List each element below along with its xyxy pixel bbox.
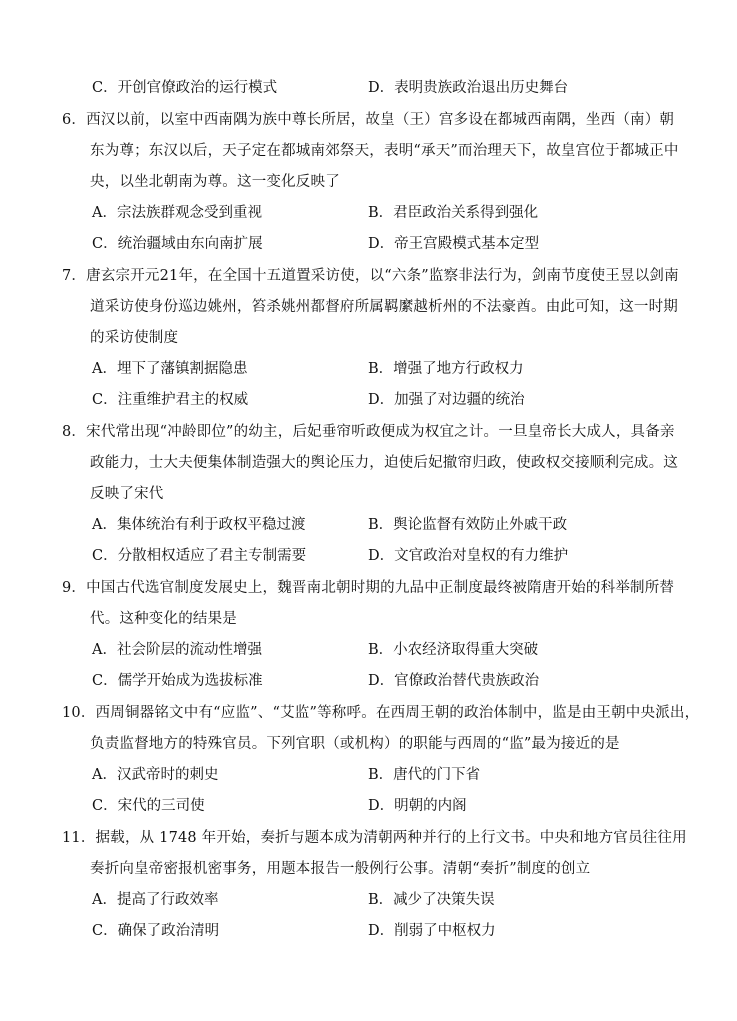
q9-option-d: D．官僚政治替代贵族政治 [368,673,540,689]
q5-option-d: D．表明贵族政治退出历史舞台 [368,80,569,96]
q11-option-c: C．确保了政治清明 [92,923,220,939]
q6-stem-line-1: 6．西汉以前，以室中西南隅为族中尊长所居，故皇（王）宫多设在都城西南隅，坐西（南）朝 [62,112,675,128]
q8-option-a: A．集体统治有利于政权平稳过渡 [92,517,306,533]
q9-option-a: A．社会阶层的流动性增强 [92,642,262,658]
q11-stem-line-2: 奏折向皇帝密报机密事务，用题本报告一般例行公事。清朝“奏折”制度的创立 [90,861,591,877]
q6-stem-line-3: 央，以坐北朝南为尊。这一变化反映了 [90,174,340,190]
q7-stem-line-1: 7．唐玄宗开元21年，在全国十五道置采访使，以“六条”监察非法行为，剑南节度使王昱以剑南 [62,268,679,284]
q7-option-c: C．注重维护君主的权威 [92,392,249,408]
q9-option-b: B．小农经济取得重大突破 [368,642,539,658]
q10-option-d: D．明朝的内阁 [368,798,467,814]
q11-option-d: D．削弱了中枢权力 [368,923,496,939]
q9-stem-line-1: 9．中国古代选官制度发展史上，魏晋南北朝时期的九品中正制度最终被隋唐开始的科举制所替 [62,580,675,596]
q8-option-c: C．分散相权适应了君主专制需要 [92,548,307,564]
q6-stem-line-2: 东为尊；东汉以后，天子定在都城南郊祭天，表明“承天”而治理天下，故皇宫位于都城正中 [90,143,679,159]
q10-stem-line-1: 10．西周铜器铭文中有“应监”、“艾监”等称呼。在西周王朝的政治体制中，监是由王朝中央派出， [62,705,700,721]
q7-option-b: B．增强了地方行政权力 [368,361,524,377]
q6-option-c: C．统治疆域由东向南扩展 [92,236,263,252]
q11-stem-line-1: 11．据载，从 1748 年开始，奏折与题本成为清朝两种并行的上行文书。中央和地方官员往往用 [62,830,687,846]
q7-option-d: D．加强了对边疆的统治 [368,392,525,408]
q8-stem-line-3: 反映了宋代 [90,486,164,502]
q10-option-c: C．宋代的三司使 [92,798,205,814]
q7-stem-line-2: 道采访使身份巡边姚州，笞杀姚州都督府所属羁縻越析州的不法豪酋。由此可知，这一时期 [90,299,678,315]
q7-option-a: A．埋下了藩镇割据隐患 [92,361,248,377]
q10-stem-line-2: 负责监督地方的特殊官员。下列官职（或机构）的职能与西周的“监”最为接近的是 [90,736,620,752]
q11-option-b: B．减少了决策失误 [368,892,495,908]
q8-option-d: D．文官政治对皇权的有力维护 [368,548,569,564]
q8-stem-line-2: 政能力，士大夫便集体制造强大的舆论压力，迫使后妃撤帘归政，使政权交接顺利完成。这 [90,455,678,471]
q11-option-a: A．提高了行政效率 [92,892,219,908]
q10-option-a: A．汉武帝时的刺史 [92,767,219,783]
q6-option-a: A．宗法族群观念受到重视 [92,205,262,221]
q5-option-c: C．开创官僚政治的运行模式 [92,80,278,96]
q7-stem-line-3: 的采访使制度 [90,330,179,346]
q10-option-b: B．唐代的门下省 [368,767,481,783]
q8-stem-line-1: 8．宋代常出现“冲龄即位”的幼主，后妃垂帘听政便成为权宜之计。一旦皇帝长大成人，具备亲 [62,424,675,440]
q9-option-c: C．儒学开始成为选拔标准 [92,673,263,689]
q6-option-d: D．帝王宫殿模式基本定型 [368,236,540,252]
q9-stem-line-2: 代。这种变化的结果是 [90,611,237,627]
q8-option-b: B．舆论监督有效防止外戚干政 [368,517,568,533]
q6-option-b: B．君臣政治关系得到强化 [368,205,539,221]
